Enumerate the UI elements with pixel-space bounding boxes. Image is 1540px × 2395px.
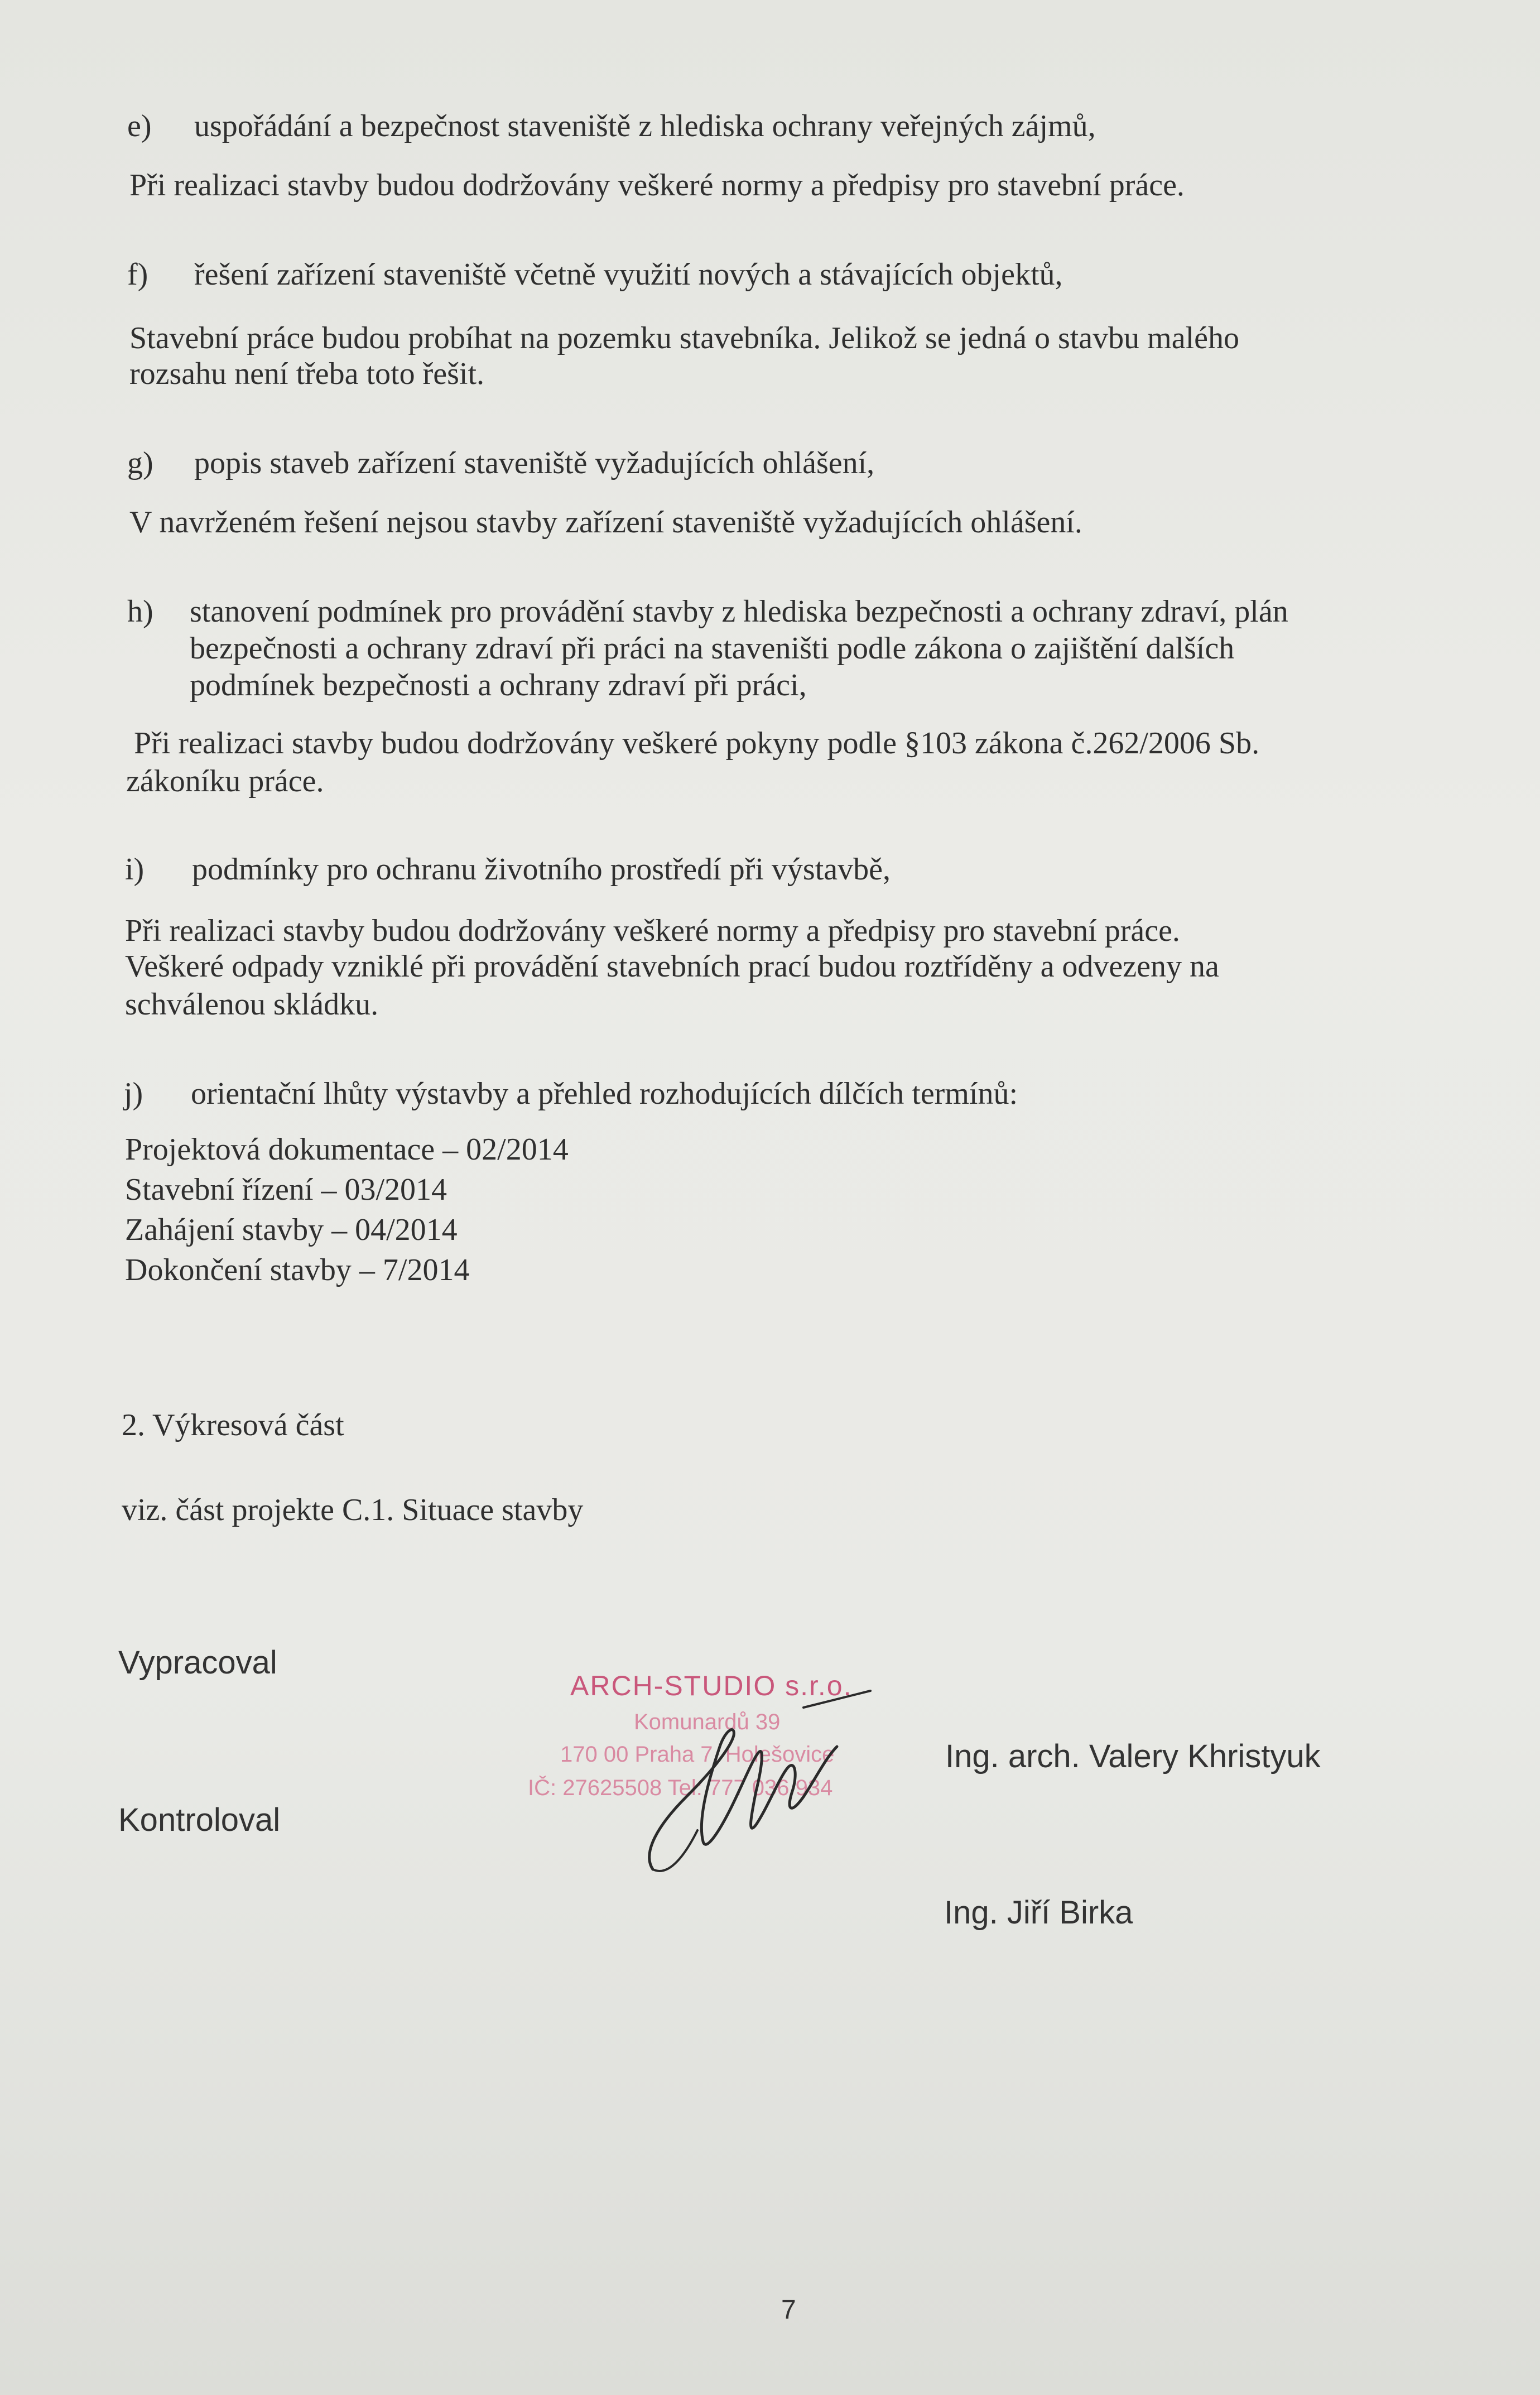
section-i-body-line-2: Veškeré odpady vzniklé při provádění stavebních prací budou roztříděny a odvezeny na (125, 949, 1219, 984)
section-g-body: V navrženém řešení nejsou stavby zařízení staveniště vyžadujících ohlášení. (129, 505, 1082, 540)
drawings-body: viz. část projekte C.1. Situace stavby (122, 1493, 584, 1527)
handwritten-signature (636, 1685, 926, 1886)
schedule-item: Stavební řízení – 03/2014 (125, 1172, 447, 1207)
section-i-heading (125, 849, 891, 889)
section-e-heading-text: uspořádání a bezpečnost staveniště z hlediska ochrany veřejných zájmů, (194, 109, 1096, 143)
section-e-body: Při realizaci stavby budou dodržovány veškeré normy a předpisy pro stavební práce. (129, 168, 1185, 203)
prepared-name: Ing. arch. Valery Khristyuk (945, 1738, 1321, 1774)
section-i-heading-text: podmínky pro ochranu životního prostředí při výstavbě, (192, 852, 891, 887)
drawings-heading: 2. Výkresová část (122, 1408, 344, 1442)
stamp-city: 170 00 Praha 7, Holešovice (560, 1742, 835, 1767)
section-h-body-line-1: Při realizaci stavby budou dodržovány veškeré pokyny podle §103 zákona č.262/2006 Sb. (134, 726, 1260, 761)
section-h-label: h) (127, 594, 153, 629)
checked-label: Kontroloval (118, 1802, 281, 1838)
section-g-heading (127, 443, 874, 483)
section-h-heading-line-1: stanovení podmínek pro provádění stavby z hlediska bezpečnosti a ochrany zdraví, plán (190, 594, 1288, 629)
section-f-body-line-2: rozsahu není třeba toto řešit. (129, 357, 485, 391)
section-g-heading-text: popis staveb zařízení staveniště vyžadujících ohlášení, (194, 446, 875, 480)
checked-name: Ing. Jiří Birka (944, 1894, 1133, 1931)
stamp-street: Komunardů 39 (634, 1710, 781, 1734)
prepared-label: Vypracoval (118, 1644, 277, 1681)
schedule-item: Dokončení stavby – 7/2014 (125, 1253, 470, 1287)
section-h-heading-line-2: bezpečnosti a ochrany zdraví při práci na staveništi podle zákona o zajištění dalších (190, 631, 1235, 666)
section-j-label: j) (124, 1076, 143, 1111)
section-j-heading-text: orientační lhůty výstavby a přehled rozhodujících dílčích termínů: (191, 1076, 1018, 1111)
section-h-body-line-2: zákoníku práce. (126, 764, 324, 799)
section-e-heading (127, 106, 1096, 146)
stamp-company: ARCH-STUDIO s.r.o. (570, 1670, 853, 1701)
section-f-heading-text: řešení zařízení staveniště včetně využití nových a stávajících objektů, (194, 257, 1063, 292)
schedule-item: Projektová dokumentace – 02/2014 (125, 1132, 569, 1167)
section-g-label: g) (127, 446, 153, 480)
section-f-label: f) (127, 257, 148, 292)
section-f-heading (127, 254, 1063, 295)
section-i-body-line-3: schválenou skládku. (125, 987, 379, 1022)
section-j-heading (124, 1074, 1018, 1114)
section-f-body-line-1: Stavební práce budou probíhat na pozemku stavebníka. Jelikož se jedná o stavbu malého (129, 321, 1239, 355)
section-h-heading-line-3: podmínek bezpečnosti a ochrany zdraví při práci, (190, 668, 807, 703)
section-e-label: e) (127, 109, 152, 143)
schedule-item: Zahájení stavby – 04/2014 (125, 1213, 458, 1247)
page-number: 7 (781, 2295, 796, 2325)
section-i-body-line-1: Při realizaci stavby budou dodržovány veškeré normy a předpisy pro stavební práce. (125, 913, 1180, 948)
stamp-ids: IČ: 27625508 Tel: 777 036 934 (528, 1776, 833, 1800)
section-i-label: i) (125, 852, 145, 887)
